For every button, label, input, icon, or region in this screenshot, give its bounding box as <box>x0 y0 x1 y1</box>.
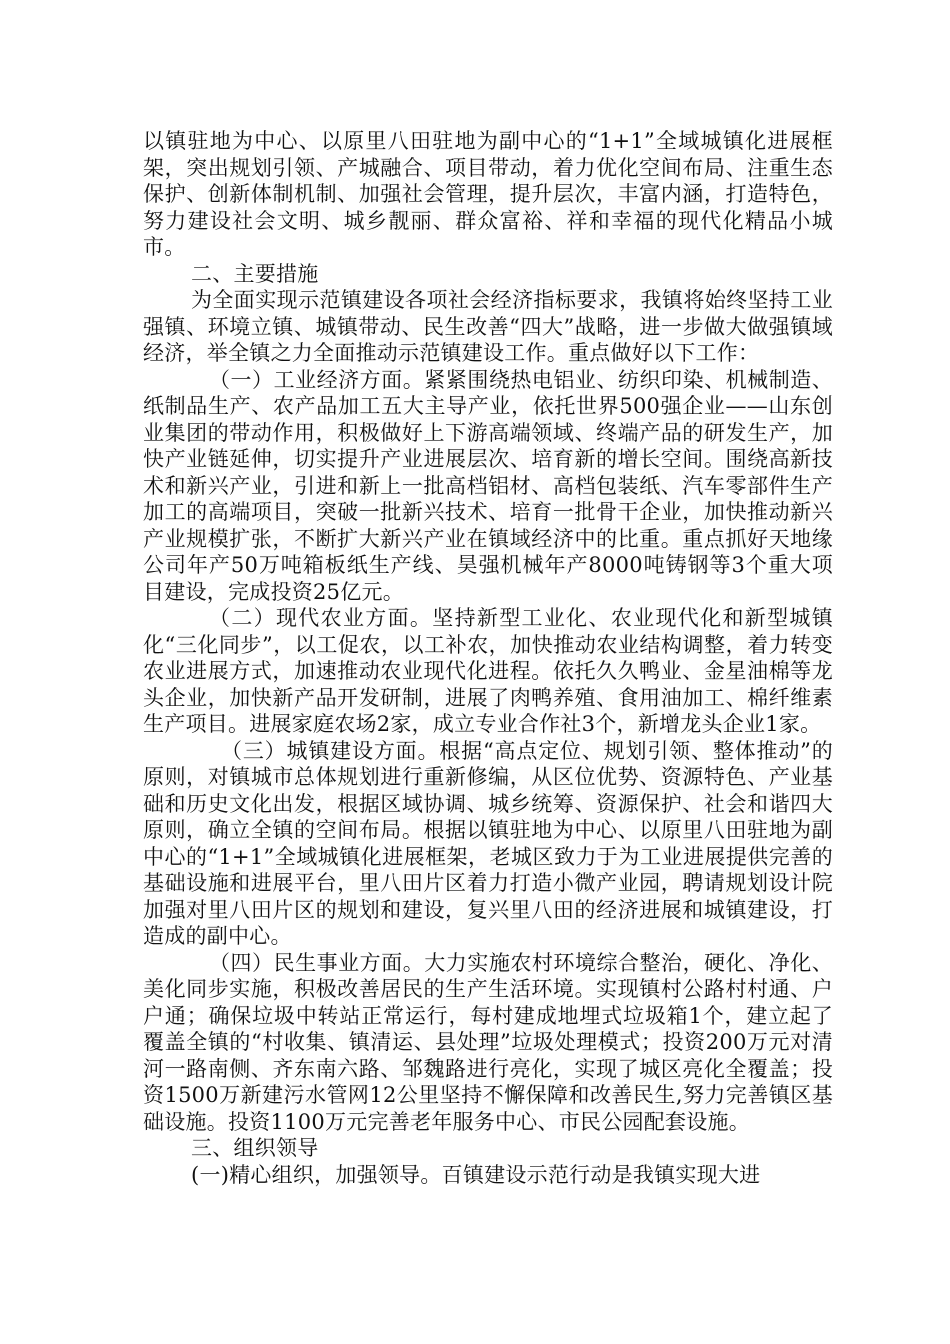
section-heading-organization: 三、组织领导 <box>191 1136 319 1160</box>
paragraph-industrial-economy: （一）工业经济方面。紧紧围绕热电铝业、纺织印染、机械制造、纸制品生产、农产品加工五大主导产业，依托世界500强企业——山东创业集团的带动作用，积极做好上下游高端领域、终端产品的研发生产，加快产业链延伸，切实提升产业进展层次、培育新的增长空间。围绕高新技术和新兴产业，引进和新上一批高档铝材、高档包装纸、汽车零部件生产加工的高端项目，突破一批新兴技术、培育一批骨干企业，加快推动新兴产业规模扩张，不断扩大新兴产业在镇域经济中的比重。重点抓好天地缘公司年产50万吨箱板纸生产线、昊强机械年产8000吨铸钢等3个重大项目建设，完成投资25亿元。 <box>143 367 833 604</box>
paragraph-modern-agriculture: （二）现代农业方面。坚持新型工业化、农业现代化和新型城镇化“三化同步”，以工促农，以工补农，加快推动农业结构调整，着力转变农业进展方式，加速推动农业现代化进程。依托久久鸭业、金星油棉等龙头企业，加快新产品开发研制，进展了肉鸭养殖、食用油加工、棉纤维素生产项目。进展家庭农场2家，成立专业合作社3个，新增龙头企业1家。 <box>143 606 833 736</box>
paragraph-measures-intro: 为全面实现示范镇建设各项社会经济指标要求，我镇将始终坚持工业强镇、环境立镇、城镇带动、民生改善“四大”战略，进一步做大做强镇域经济，举全镇之力全面推动示范镇建设工作。重点做好以下工作： <box>143 288 833 365</box>
paragraph-livelihood: （四）民生事业方面。大力实施农村环境综合整治，硬化、净化、美化同步实施，积极改善居民的生产生活环境。实现镇村公路村村通、户户通；确保垃圾中转站正常运行，每村建成地埋式垃圾箱1个，建立起了覆盖全镇的“村收集、镇清运、县处理”垃圾处理模式；投资200万元对清河一路南侧、齐东南六路、邹魏路进行亮化，实现了城区亮化全覆盖；投资1500万新建污水管网12公里坚持不懈保障和改善民生,努力完善镇区基础设施。投资1100万元完善老年服务中心、市民公园配套设施。 <box>143 950 833 1134</box>
document-body <box>143 128 833 1188</box>
paragraph-organization-first: (一)精心组织，加强领导。百镇建设示范行动是我镇实现大进 <box>191 1162 761 1187</box>
paragraph-town-construction: （三）城镇建设方面。根据“高点定位、规划引领、整体推动”的原则，对镇城市总体规划进行重新修编，从区位优势、资源特色、产业基础和历史文化出发，根据区域协调、城乡统筹、资源保护、社会和谐四大原则，确立全镇的空间布局。根据以镇驻地为中心、以原里八田驻地为副中心的“1+1”全域城镇化进展框架，老城区致力于为工业进展提供完善的基础设施和进展平台，里八田片区着力打造小微产业园，聘请规划设计院加强对里八田片区的规划和建设，复兴里八田的经济进展和城镇建设，打造成的副中心。 <box>143 738 833 948</box>
paragraph-intro-continuation: 以镇驻地为中心、以原里八田驻地为副中心的“1+1”全域城镇化进展框架，突出规划引领、产城融合、项目带动，着力优化空间布局、注重生态保护、创新体制机制、加强社会管理，提升层次，丰富内涵，打造特色，努力建设社会文明、城乡靓丽、群众富裕、祥和幸福的现代化精品小城市。 <box>143 129 833 259</box>
section-heading-main-measures: 二、主要措施 <box>191 261 319 286</box>
